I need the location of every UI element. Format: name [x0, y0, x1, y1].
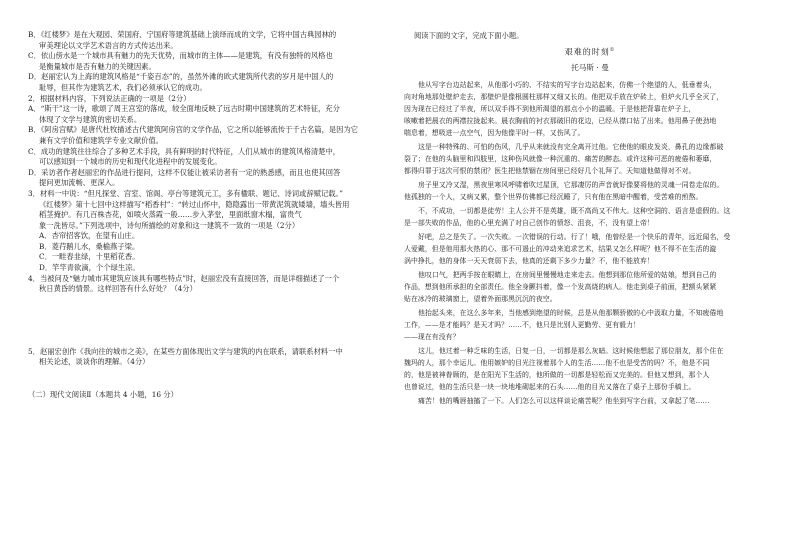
story-text-line: 工作，——是才能吗？是天才吗？……不，他只是比别人更勤劳、更有毅力！ [404, 320, 640, 329]
story-text-line: 痛苦！他的嘴唇抽搐了一下。人们怎么可以这样谈论痛苦呢？他坐到写字台前，又拿起了笔…… [418, 396, 710, 405]
story-text-line: 的，他是被神眷顾的，是在阳光下生活的，他所做的一切都是轻松而又完美的。但他又想到，那个人 [404, 370, 710, 379]
question-text-line: 是衡量城市是否有魅力的关键因素。 [39, 61, 156, 71]
story-text-line: 他叹口气，把两手按在眼睛上，在房间里慢慢地走来走去。他想到那位他所爱的姑娘，想到自己的 [418, 270, 717, 279]
question-text-line: 5．赵丽宏创作《我向往的城市之美》，在某些方面体现出文学与建筑的内在联系，请联系材料一中 [28, 346, 343, 356]
question-text-line: 体现了文学与建筑的密切关系。 [39, 114, 142, 124]
question-text-line: B．《红楼梦》是在大观园、荣国府、宁国府等建筑基础上演绎而成的文学，它将中国古典园林的 [28, 30, 337, 39]
story-text-line: 咳嗽着把晨衣的两襟拉拢起来。晨衣胸前的衬衣那破旧的花边，已经从襟口钻了出来。他用鼻子使劲地 [404, 116, 717, 125]
story-text-line: 他孤独的一个人，又病又累，整个世界仿佛都已经沉睡了，只有他在黑暗中醒着，受苦难的煎熬。 [404, 192, 703, 201]
question-text-line: C．一畦春韭绿，十里稻花香。 [39, 252, 140, 262]
question-text-line: 稻茎掩护。有几百株杏花，如喷火蒸霞一般……步入茅堂，里面纸窗木榻，富贵气 [39, 210, 302, 220]
story-title [404, 42, 776, 61]
story-text-line: 人爱戴，但是他用那火热的心、那不可遏止的冲动来追求艺术，结果又怎么样呢？他不得不在生活的漩 [404, 244, 717, 253]
story-text-line: 因为现在已经过了半夜，所以双手得不到他所渴望的那点小小的温暖。于是他把背靠在炉子上， [404, 104, 696, 113]
question-text-line: D．竿竿青欲滴，个个绿生凉。 [39, 263, 140, 273]
question-text-line: C．成功的建筑往往综合了多种艺术手段，具有鲜明的时代特征，人们从城市的建筑风格清楚中， [28, 146, 341, 156]
question-text-line: 象一洗皆尽。”下列选项中，诗句所描绘的对象和这一建筑不一致的一项是（2分） [39, 220, 300, 230]
story-body [404, 79, 776, 407]
question-text-line: 2．根据材料内容，下列说法正确的一项是（2分） [28, 93, 191, 103]
answer-space [28, 317, 380, 347]
question-text-line: 4．当被问及“魅力城市其建筑应该具有哪些特点”时，赵丽宏没有直接回答，而是详细描述了一个 [28, 273, 340, 283]
question-text-line: D．采访者作者赵丽宏的作品进行提问，这样不仅能让被采访者有一定的熟悉感，而且也使其回答 [28, 167, 341, 177]
question-text-line: 《红楼梦》第十七回中这样描写“稻香村”：“转过山怀中，隐隐露出一带黄泥筑就矮墙，墙头皆用 [39, 199, 350, 209]
story-text-line: 也曾说过，他的生活只是一块一块地堆砌起来的石头……他的目光又落在了桌子上那份手稿上。 [404, 382, 696, 391]
story-text-line: 他抬起头来，在这么多年来，当他感到绝望的时候，总是从他那颗骄傲的心中汲取力量，不知疲倦地 [418, 308, 724, 317]
question-text-line: 3．材料一中说：“但凡探堂、宫室、馆阁、亭台等建筑元工，多有楹联、题记、诗词或辞赋记载。” [28, 188, 343, 198]
question-text-line: 兼有文学价值和建筑学专业文献价值。 [39, 135, 164, 145]
question-text-line: 相关论述，谈谈你的理解。（4分） [39, 357, 150, 367]
answer-space [28, 368, 380, 390]
story-text-line: 向对角地那处壁炉走去，那壁炉是像根圆柱那样又细又长的。他把双手放在炉砖上，但炉火几乎全灭了， [404, 92, 724, 101]
story-text-line: 是一部失败的作品，他的心里充满了对自己创作的愤怒、沮丧，不，没有望上帝！ [404, 218, 654, 227]
story-text-line: 他从写字台边站起来，从他那小巧的、不结实的写字台边站起来，仿佛一个绝望的人，低垂着头， [418, 80, 717, 89]
story-text-line: 房子里又冷又湿，黑夜里寒风呼啸着吹过屋顶，它那凄厉的声音就好像要将他的灵魂一同卷走似的。 [418, 180, 724, 189]
story-text-line: 喘息着，想吸进一点空气，因为他像平时一样，又伤风了。 [404, 128, 585, 137]
story-text-line: 这儿，他过着一种乏味的生活，日复一日，一切都是那么灰暗。这时候他想起了那位朋友，那个住在 [418, 346, 724, 355]
story-text-line: 好吧，总之是失了。一次失败。一次错误的行动。行了！哦，他曾经是一个快乐的青年，远近闻名，受 [418, 232, 731, 241]
story-text-line: 这是一种特殊的、可怕的伤风，几乎从来就没有完全离开过他。它使他的眼皮发炎，鼻孔的边缘都破 [418, 142, 724, 151]
question-text-line: B．《阿房宫赋》是唐代杜牧描述古代建筑阿房宫的文学作品，它之所以能够流传于千古名篇，是因为它 [28, 125, 359, 135]
reading-instruction: 阅读下面的文字，完成下面小题。 [414, 31, 524, 40]
story-author: 托马斯 · 曼 [571, 62, 609, 72]
footnote-marker: ① [609, 47, 616, 53]
answer-space [28, 295, 380, 317]
story-text-line: 裂了；在他的头脑里和四肢里，这种伤风就像一种沉重的、痛苦的醉态。或许这种可恶的疲倦和萎靡， [404, 154, 717, 163]
question-text-line: A．“斯干”这一诗，歌颂了周王宫室的落成，较全面地反映了远古时期中国建筑的艺术特征，充分 [28, 104, 340, 114]
question-text-line: 提问更加流畅、更深入。 [39, 178, 120, 188]
right-column [404, 30, 776, 407]
story-text-line: ——现在有没有？ [404, 332, 460, 341]
story-text-line: 贴在冰冷的玻璃窗上，望着外面那黑沉沉的夜空。 [404, 294, 557, 303]
question-text-line: B．菱荇鹅儿水，桑榆燕子梁。 [39, 241, 140, 251]
story-text-line: 不，不成功，一切都是徒劳！主人公并不是英雄，既不高尚又不伟大。这种空洞的、语言是虚假的。这 [418, 206, 731, 215]
question-text-line: C．依山傍水是一个城市具有魅力的先天优势，而城市的主体——是建筑，有没有独特的风格也 [28, 51, 333, 61]
question-text-line: （二）现代文阅读Ⅱ（本题共 4 小题，16 分） [28, 390, 178, 400]
story-text-line: 都得归罪于这次可恨的禁闭？医生把他禁锢在房间里已经好几个礼拜了。天知道他做得对不对。 [404, 166, 696, 175]
story-title-text: 艰难的时刻 [564, 47, 610, 57]
story-text-line: 魏玛的人，那个幸运儿。他用嫉妒的目光注视着那个人的生活……他不也是受苦的吗？不，他是不同 [404, 358, 710, 367]
question-text-line: 秋日黄昏的情景。这样回答有什么好处？（4分） [39, 284, 197, 294]
story-text-line: 涡中挣扎，他的身体一天天衰弱下去，他真的还剩下多少力量？不，他不能放弃！ [404, 256, 654, 265]
question-text-line: 耻辱，但其作为建筑艺术，我们必须承认它的成功。 [39, 82, 207, 92]
question-text-line: D．赵丽宏认为上海的建筑风格是“千姿百态”的，虽然外滩的欧式建筑所代表的岁月是中国人的 [28, 72, 334, 82]
question-text-line: 审美理论以文学艺术语言的方式传达出来。 [39, 40, 178, 50]
question-text-line: A．杏帘招客饮，在望有山庄。 [39, 231, 140, 241]
story-text-line: 作品，想到他所承担的全部责任。他全身颤抖着，像一个发高烧的病人。他走到桌子前面，把额头紧紧 [404, 282, 717, 291]
left-column [28, 30, 380, 401]
question-text-line: 可以感知到一个城市的历史和现代化进程中的发展变化。 [39, 157, 222, 167]
